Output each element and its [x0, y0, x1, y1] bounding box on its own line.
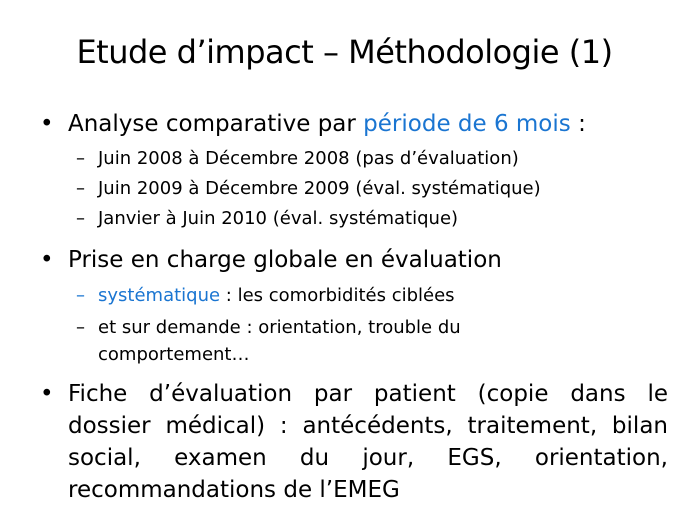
bullet-text-before: Analyse comparative par: [68, 111, 364, 137]
sub-bullet-dash: –: [76, 317, 85, 338]
sub-bullet-dash: –: [76, 148, 85, 169]
bullet-text: Prise en charge globale en évaluation: [68, 247, 502, 273]
sub-bullet-text: Juin 2008 à Décembre 2008 (pas d’évaluation): [98, 148, 519, 169]
sub-bullet-text: Janvier à Juin 2010 (éval. systématique): [98, 208, 459, 229]
sub-bullet-dash: –: [76, 208, 85, 229]
slide-title: Etude d’impact – Méthodologie (1): [76, 33, 613, 71]
bullet-text: Fiche d’évaluation par patient (copie dans le dossier médical) : antécédents, traitement, bilan social, examen du jour, EGS, orientation, recommandations de l’EMEG: [68, 381, 668, 503]
bullet-dot: •: [40, 111, 54, 137]
bullet-dot: •: [40, 247, 54, 273]
sub-bullet-dash: –: [76, 285, 85, 306]
bullet-highlight: période de 6 mois: [363, 111, 571, 137]
bullet-text-after: :: [570, 111, 586, 137]
sub-bullet-text-after: : les comorbidités ciblées: [220, 285, 455, 306]
sub-bullet-text: Juin 2009 à Décembre 2009 (éval. systématique): [98, 178, 541, 199]
sub-bullet-highlight: systématique: [98, 285, 221, 306]
bullet-dot: •: [40, 381, 54, 407]
sub-bullet-dash: –: [76, 178, 85, 199]
bullet-text: [68, 108, 586, 140]
sub-bullet-text: et sur demande : orientation, trouble du comportement…: [98, 317, 461, 365]
sub-bullet-text: [98, 282, 455, 309]
